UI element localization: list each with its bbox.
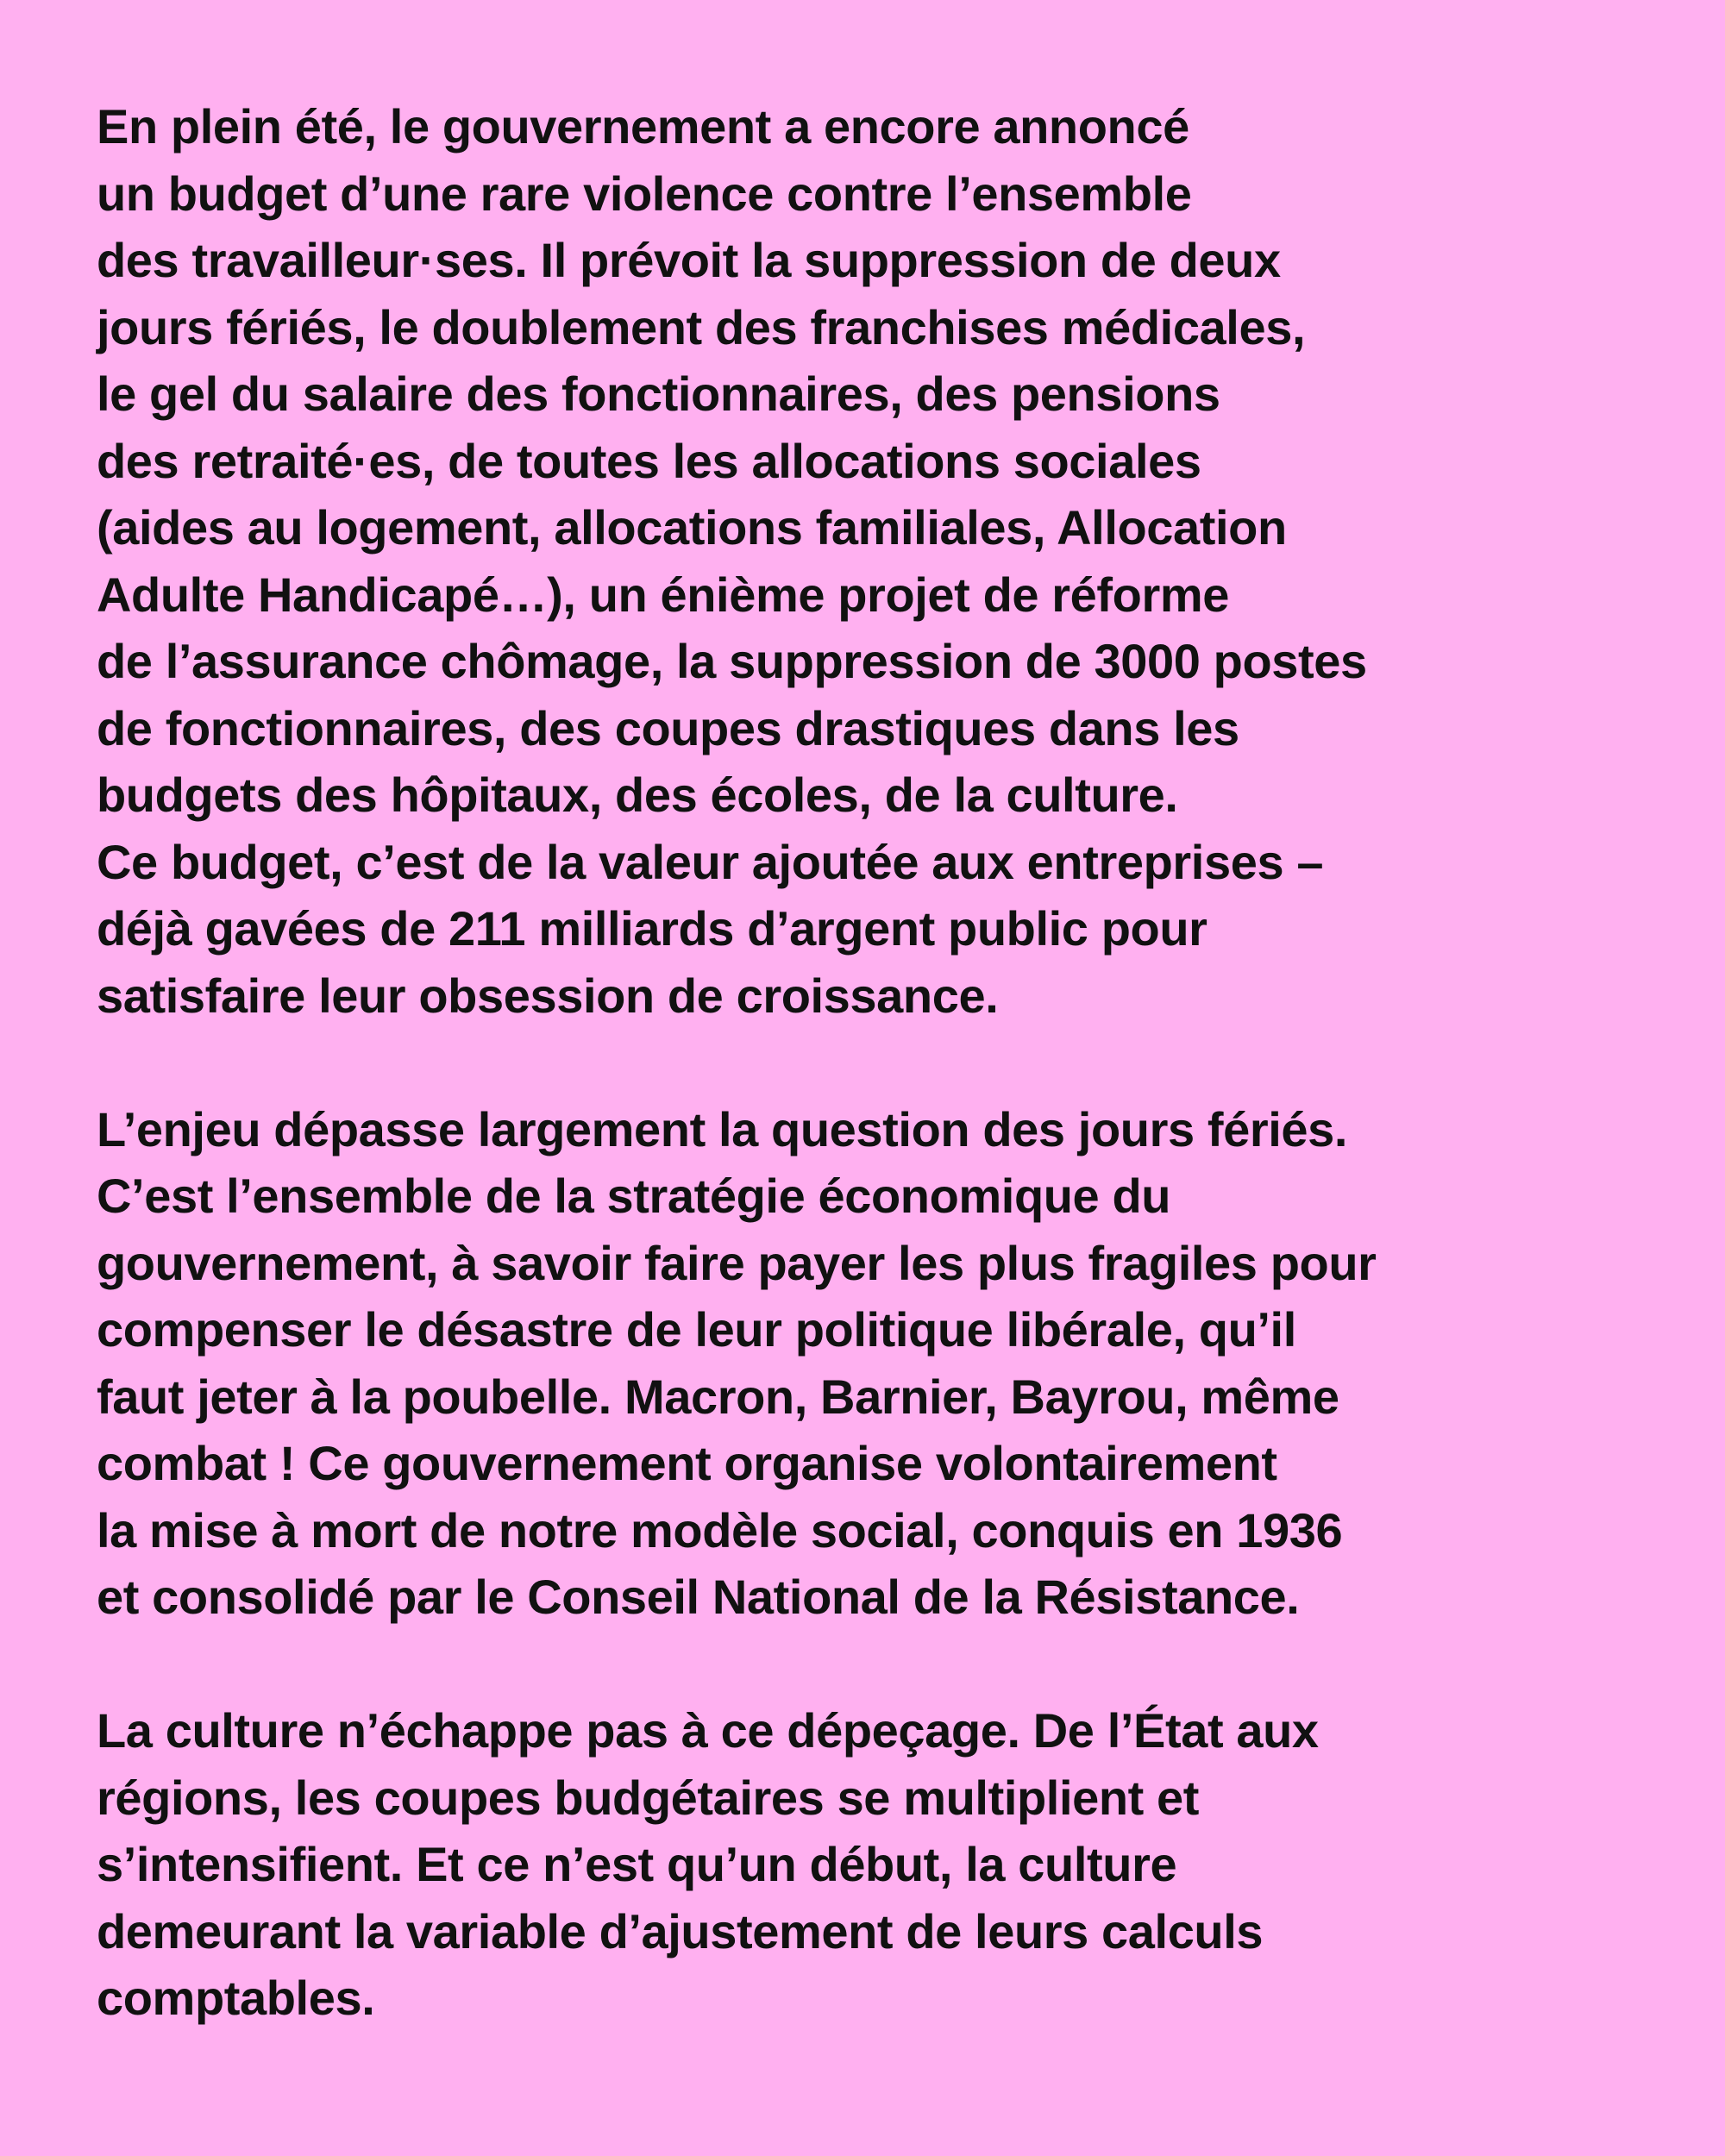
- text-line: Ce budget, c’est de la valeur ajoutée aux entreprises –: [97, 834, 1324, 889]
- paragraph-budget: [97, 93, 1701, 1029]
- text-line: faut jeter à la poubelle. Macron, Barnier, Bayrou, même: [97, 1369, 1339, 1424]
- text-line: comptables.: [97, 1971, 375, 2025]
- text-line: un budget d’une rare violence contre l’ensemble: [97, 166, 1192, 221]
- paragraph-culture: [97, 1697, 1701, 2032]
- text-line: déjà gavées de 211 milliards d’argent public pour: [97, 901, 1208, 956]
- text-line: le gel du salaire des fonctionnaires, des pensions: [97, 367, 1220, 421]
- text-line: gouvernement, à savoir faire payer les plus fragiles pour: [97, 1235, 1377, 1290]
- text-line: budgets des hôpitaux, des écoles, de la culture.: [97, 768, 1178, 822]
- text-line: Adulte Handicapé…), un énième projet de réforme: [97, 567, 1230, 622]
- text-line: régions, les coupes budgétaires se multiplient et: [97, 1770, 1200, 1825]
- text-line: s’intensifient. Et ce n’est qu’un début, la culture: [97, 1837, 1177, 1891]
- text-line: satisfaire leur obsession de croissance.: [97, 968, 999, 1023]
- text-line: demeurant la variable d’ajustement de leurs calculs: [97, 1903, 1264, 1959]
- text-line: jours fériés, le doublement des franchises médicales,: [97, 299, 1306, 354]
- text-line: la mise à mort de notre modèle social, conquis en 1936: [97, 1502, 1343, 1557]
- text-line: (aides au logement, allocations familiales, Allocation: [97, 500, 1287, 555]
- text-line: combat ! Ce gouvernement organise volontairement: [97, 1436, 1277, 1490]
- text-line: C’est l’ensemble de la stratégie économique du: [97, 1169, 1171, 1223]
- text-line: compenser le désastre de leur politique libérale, qu’il: [97, 1302, 1296, 1357]
- text-line: des travailleur·ses. Il prévoit la suppression de deux: [97, 233, 1281, 287]
- paragraph-strategy: [97, 1096, 1701, 1631]
- text-line: En plein été, le gouvernement a encore annoncé: [97, 99, 1189, 154]
- text-line: et consolidé par le Conseil National de la Résistance.: [97, 1570, 1300, 1624]
- text-line: des retraité·es, de toutes les allocations sociales: [97, 433, 1201, 488]
- text-line: L’enjeu dépasse largement la question des jours fériés.: [97, 1101, 1348, 1156]
- text-line: de fonctionnaires, des coupes drastiques dans les: [97, 700, 1239, 755]
- text-line: de l’assurance chômage, la suppression de 3000 postes: [97, 634, 1367, 688]
- text-line: La culture n’échappe pas à ce dépeçage. De l’État aux: [97, 1703, 1319, 1758]
- document-body: [97, 93, 1701, 2032]
